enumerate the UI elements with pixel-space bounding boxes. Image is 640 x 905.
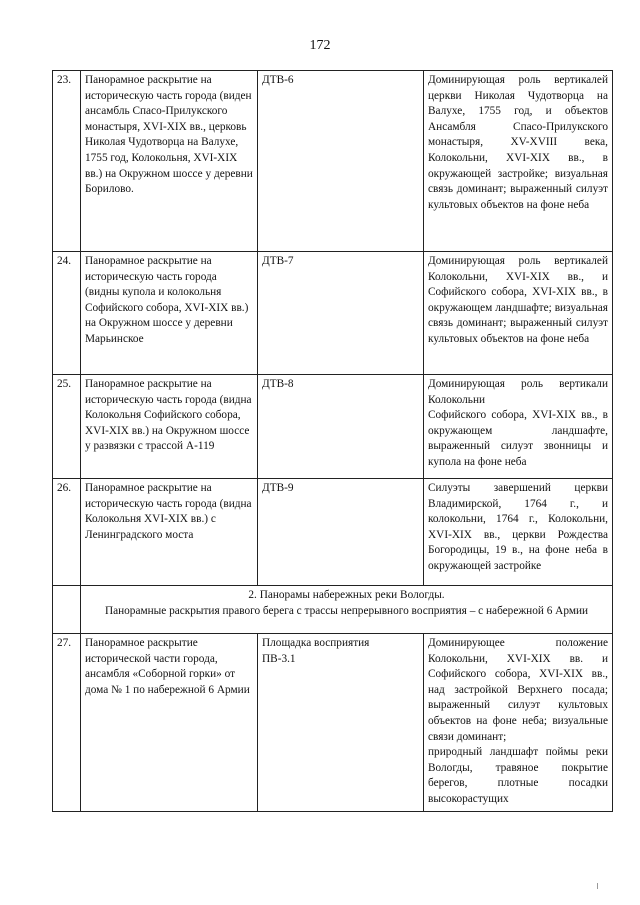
code-line: Площадка восприятия [262, 637, 370, 649]
characteristics-line: Доминирующая роль вертикали Колокольни [428, 378, 608, 406]
code-line: ПВ-3.1 [262, 652, 296, 665]
characteristics-line: Софийского собора, XVI-XIX вв., в окружающем ландшафте, выраженный силуэт звонницы и купола на фоне неба [428, 409, 608, 468]
section-header [81, 586, 613, 634]
row-description: Панорамное раскрытие на историческую часть города (видна Колокольня XVI-XIX вв.) с Ленинградского моста [81, 479, 258, 586]
row-code: ДТВ-9 [258, 479, 424, 586]
row-characteristics: Силуэты завершений церкви Владимирской, 1764 г., и колокольни, 1764 г., Колокольни, XVI-XIX вв., церкви Рождества Богородицы, 19 в., на фоне неба в окружающей застройке [424, 479, 613, 586]
table-row [53, 375, 613, 479]
section-number-cell [53, 586, 81, 634]
row-code [258, 634, 424, 812]
section-header-row [53, 586, 613, 634]
row-characteristics [424, 634, 613, 812]
table-row [53, 634, 613, 812]
row-description: Панорамное раскрытие исторической части города, ансамбля «Соборной горки» от дома № 1 по набережной 6 Армии [81, 634, 258, 812]
row-code: ДТВ-6 [258, 71, 424, 252]
section-subtitle: Панорамные раскрытия правого берега с трассы непрерывного восприятия – с набережной 6 Армии [104, 604, 589, 617]
section-title: 2. Панорамы набережных реки Вологды. [248, 589, 445, 601]
row-characteristics [424, 375, 613, 479]
row-characteristics: Доминирующая роль вертикалей Колокольни, XVI-XIX вв., и Софийского собора, XVI-XIX вв., в окружающем ландшафте; визуальная связь доминант; выраженный силуэт культовых объектов на фоне неба [424, 252, 613, 375]
row-characteristics: Доминирующая роль вертикалей церкви Николая Чудотворца на Валухе, 1755 год, и объектов Ансамбля Спасо-Прилукского монастыря, XV-XVIII века, Колокольни, XVI-XIX вв., в окружающей застройке; визуальная связь доминант; выраженный силуэт культовых объектов на фоне неба [424, 71, 613, 252]
table-row [53, 479, 613, 586]
row-description: Панорамное раскрытие на историческую часть города (виден ансамбль Спасо-Прилукского монастыря, XVI-XIX вв., церковь Николая Чудотворца на Валухе, 1755 год, Колокольня, XVI-XIX вв.) на Окружном шоссе у деревни Борилово. [81, 71, 258, 252]
row-description: Панорамное раскрытие на историческую часть города (видна Колокольня Софийского собора, XVI-XIX вв.) на Окружном шоссе у развязки с трассой А-119 [81, 375, 258, 479]
row-code: ДТВ-7 [258, 252, 424, 375]
margin-mark [597, 883, 598, 889]
monuments-table [52, 70, 613, 812]
table-row [53, 252, 613, 375]
row-number: 27. [53, 634, 81, 812]
row-number: 26. [53, 479, 81, 586]
table-row [53, 71, 613, 252]
row-number: 23. [53, 71, 81, 252]
page-number: 172 [309, 38, 331, 53]
characteristics-line: Доминирующее положение Колокольни, XVI-XIX вв. и Софийского собора, XVI-XIX вв., над застройкой Верхнего посада; выраженный силуэт культовых объектов на фоне неба; визуальные связи доминант; [428, 637, 608, 743]
characteristics-line: природный ландшафт поймы реки Вологды, травяное покрытие берегов, плотные посадки высокорастущих [428, 746, 608, 805]
row-description: Панорамное раскрытие на историческую часть города (видны купола и колокольня Софийского собора, XVI-XIX вв.) на Окружном шоссе у деревни Марьинское [81, 252, 258, 375]
row-number: 25. [53, 375, 81, 479]
row-code: ДТВ-8 [258, 375, 424, 479]
row-number: 24. [53, 252, 81, 375]
